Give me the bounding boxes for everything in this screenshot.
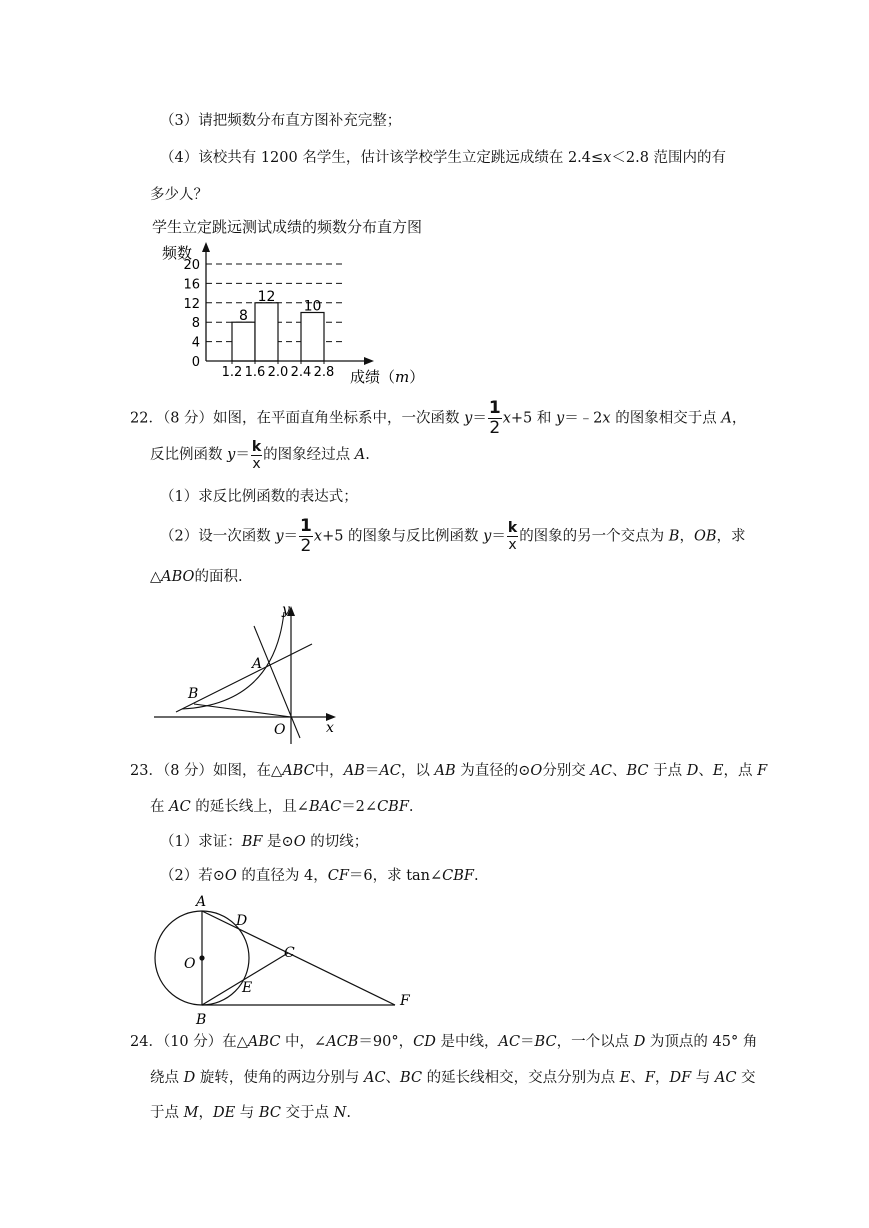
histogram-xtick-label: 2.8 (313, 365, 335, 380)
fig23-label-A: A (196, 894, 207, 910)
histogram-bar-value: 12 (257, 288, 276, 305)
histogram-ytick-label: 20 (183, 258, 200, 273)
fig23-label-E: E (242, 980, 253, 996)
histogram-x-arrow (364, 357, 374, 365)
histogram-y-arrow (202, 242, 210, 252)
q24-line3: 于点 M，DE 与 BC 交于点 N. (150, 1105, 351, 1121)
histogram-ytick-label: 8 (191, 316, 200, 332)
histogram-xtick-label: 2.4 (290, 365, 312, 380)
histogram-ytick-label: 4 (191, 335, 200, 351)
fig23-label-F: F (400, 993, 410, 1009)
fig23-label-C: C (284, 945, 295, 961)
fig23-label-D: D (236, 913, 248, 929)
fig22-label-B: B (188, 686, 199, 702)
q23-line2: 在 AC 的延长线上，且∠BAC＝2∠CBF. (150, 799, 414, 815)
histogram-bar (232, 322, 255, 361)
q23-part1: （1）求证：BF 是⊙O 的切线； (160, 834, 369, 850)
histogram-xtick-label: 1.2 (221, 365, 243, 380)
histogram-xtick-label: 1.6 (244, 365, 266, 380)
q23-part2: （2）若⊙O 的直径为 4，CF＝6，求 tan∠CBF. (160, 868, 479, 884)
histogram-bar-value: 8 (239, 308, 248, 325)
histogram-chart (150, 238, 440, 388)
fig23-line-AF (202, 911, 395, 1005)
q21-part4-cont: 多少人？ (150, 187, 208, 203)
fig22-label-x: x (326, 720, 334, 736)
q24-line2: 绕点 D 旋转，使角的两边分别与 AC、BC 的延长线相交，交点分别为点 E、F，DF 与 AC 交 (150, 1070, 756, 1086)
q21-part4: （4）该校共有 1200 名学生，估计该学校学生立定跳远成绩在 2.4≤x＜2.8 范围内的有 (160, 150, 727, 166)
q22-line2: 反比例函数 y＝ $\frac{k}{x}$ 的图象经过点 A. (150, 438, 370, 472)
figure-22 (150, 600, 350, 748)
histogram-zero-label: 0 (191, 355, 200, 370)
histogram-xtick-label: 2.0 (267, 365, 289, 380)
fig23-label-B: B (196, 1012, 207, 1025)
q22-part2-cont: △ABO的面积. (150, 569, 243, 585)
fig23-label-O: O (184, 956, 196, 972)
fig23-line-BC (202, 953, 288, 1005)
histogram-ytick-label: 16 (183, 277, 200, 293)
histogram-ylabel: 频数 (162, 244, 193, 262)
histogram-bar (301, 313, 324, 362)
histogram-title: 学生立定跳远测试成绩的频数分布直方图 (152, 218, 423, 236)
fraction-k-over-x: $\frac{k}{x}$ (251, 438, 262, 472)
figure-23 (150, 890, 420, 1025)
q22-line1: 22．（8 分）如图，在平面直角坐标系中，一次函数 y＝ $\frac{1}{2}$ x+5 和 y＝﹣2x 的图象相交于点 A， (130, 398, 747, 438)
fraction-one-half: $\frac{1}{2}$ (488, 398, 501, 438)
fig22-segment-OB (194, 704, 291, 717)
histogram-bar-value: 10 (303, 298, 322, 315)
fraction-k-over-x-2: $\frac{k}{x}$ (507, 520, 518, 553)
histogram-xlabel: 成绩（m） (350, 368, 425, 386)
fig22-label-O: O (274, 722, 286, 738)
histogram-bar (255, 303, 278, 361)
q24-line1: 24．（10 分）在△ABC 中，∠ACB＝90°，CD 是中线，AC＝BC，一个以点 D 为顶点的 45° 角 (130, 1034, 758, 1050)
q21-part3: （3）请把频数分布直方图补充完整； (160, 113, 402, 129)
fig23-center-dot (199, 955, 204, 960)
fraction-one-half-2: $\frac{1}{2}$ (300, 516, 312, 556)
histogram-ytick-label: 12 (183, 296, 200, 312)
q23-line1: 23．（8 分）如图，在△ABC中，AB＝AC，以 AB 为直径的⊙O分别交 AC、BC 于点 D、E，点 F (130, 763, 768, 779)
fig22-label-A: A (252, 656, 263, 672)
q22-part2: （2）设一次函数 y＝ $\frac{1}{2}$ x+5 的图象与反比例函数 y＝ $\frac{k}{x}$ 的图象的另一个交点为 B，OB，求 (160, 516, 746, 556)
fig22-label-y: y (282, 602, 290, 618)
q22-part1: （1）求反比例函数的表达式； (160, 489, 358, 505)
